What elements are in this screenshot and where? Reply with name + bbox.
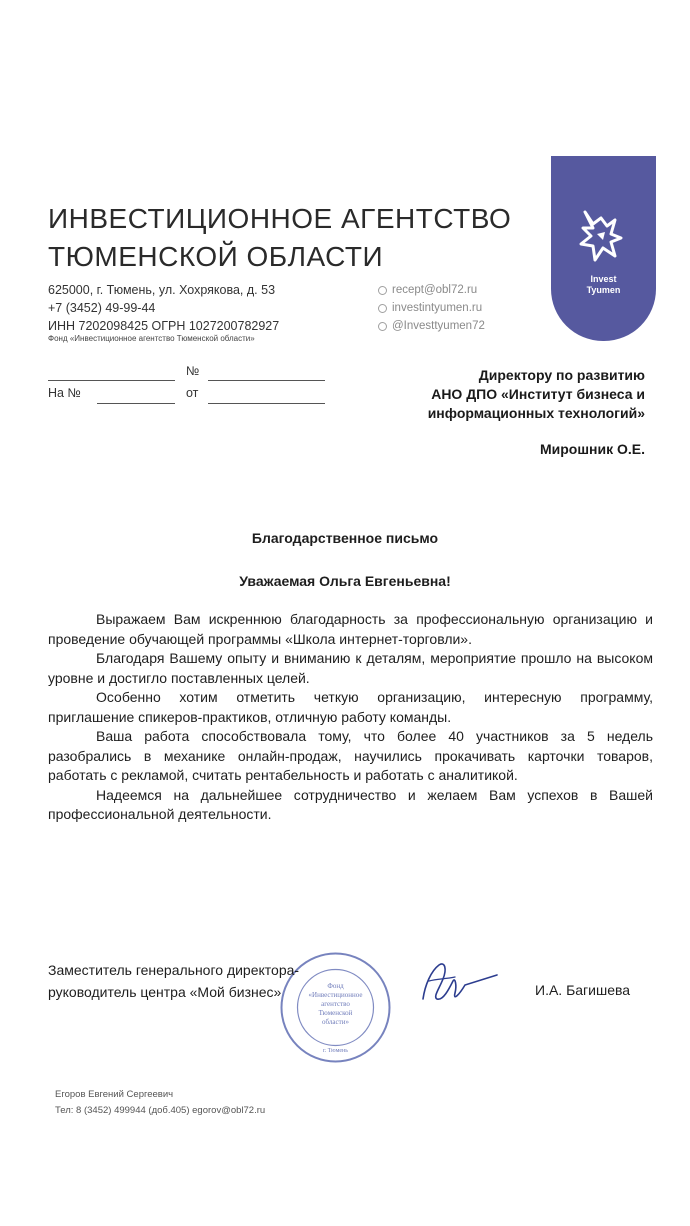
addressee-line2: АНО ДПО «Институт бизнеса и: [431, 386, 645, 402]
executor-info: [55, 1087, 265, 1119]
contact-website: [378, 299, 485, 317]
email-icon: [378, 286, 387, 295]
executor-name: Егоров Евгений Сергеевич: [55, 1089, 174, 1100]
letter-paragraph: Надеемся на дальнейшее сотрудничество и желаем Вам успехов в Вашей профессиональной деятельности.: [48, 786, 653, 822]
organization-title: [48, 200, 511, 276]
contact-website-text: investintyumen.ru: [392, 302, 483, 314]
telegram-icon: [378, 322, 387, 331]
stamp-line1: Фонд: [327, 982, 344, 990]
letter-paragraph: Благодаря Вашему опыту и вниманию к деталям, мероприятие прошло на высоком уровне и достигло поставленных целей.: [48, 650, 653, 686]
reply-to-number-label: На №: [48, 386, 81, 400]
contact-email: [378, 281, 485, 299]
letter-paragraph: Особенно хотим отметить четкую организацию, интересную программу, приглашение спикеров-практиков, отличную работу команды.: [48, 689, 653, 725]
brand-text: [551, 274, 656, 296]
letter-body: [48, 610, 653, 825]
reply-date-line: [208, 403, 325, 404]
addressee-name: Мирошник О.Е.: [539, 441, 645, 457]
addressee-line3: информационных технологий»: [427, 405, 645, 421]
contact-telegram: [378, 317, 485, 335]
addressee-line1: Директору по развитию: [478, 367, 645, 383]
org-address: 625000, г. Тюмень, ул. Хохрякова, д. 53: [48, 283, 276, 297]
org-fund-name: Фонд «Инвестиционное агентство Тюменской области»: [48, 334, 255, 343]
brand-line2: Tyumen: [586, 285, 621, 295]
outgoing-number-label: №: [186, 364, 200, 378]
org-contacts: [378, 281, 485, 335]
org-requisites: [48, 281, 279, 335]
contact-telegram-text: @Investtyumen72: [392, 320, 485, 332]
org-title-line2: ТЮМЕНСКОЙ ОБЛАСТИ: [48, 241, 384, 272]
signer-position-line2: руководитель центра «Мой бизнес»: [48, 983, 282, 1000]
reply-date-label: от: [186, 386, 199, 400]
outgoing-number-line: [208, 380, 325, 381]
org-phone: +7 (3452) 49-99-44: [48, 301, 156, 315]
letter-greeting: Уважаемая Ольга Евгеньевна!: [239, 573, 451, 589]
addressee-block: [428, 366, 645, 423]
stamp-line5: области»: [322, 1018, 349, 1026]
fox-emblem-icon: [571, 204, 636, 269]
stamp-city: г. Тюмень: [323, 1048, 348, 1054]
signer-position-line1: Заместитель генерального директора-: [48, 962, 300, 978]
outgoing-date-line: [48, 380, 175, 381]
signer-name: И.А. Багишева: [535, 982, 631, 998]
stamp-line2: «Инвестиционное: [308, 991, 363, 999]
invest-tyumen-logo: [551, 156, 656, 341]
brand-line1: Invest: [590, 274, 617, 284]
web-icon: [378, 304, 387, 313]
reply-to-number-line: [97, 403, 175, 404]
stamp-line3: агентство: [321, 1000, 350, 1008]
letter-title: Благодарственное письмо: [251, 530, 439, 546]
executor-contact: Тел: 8 (3452) 499944 (доб.405) egorov@obl72.ru: [55, 1105, 266, 1116]
letter-paragraph: Ваша работа способствовала тому, что более 40 участников за 5 недель разобрались в механике онлайн-продаж, научились прокачивать карточки товаров, работать с рекламой, считать рентабельность и работать с аналитикой.: [48, 728, 653, 783]
stamp-line4: Тюменской: [318, 1009, 353, 1017]
signer-position: [48, 960, 299, 1003]
org-inn-ogrn: ИНН 7202098425 ОГРН 1027200782927: [48, 319, 280, 333]
handwritten-signature: [415, 955, 500, 1010]
contact-email-text: recept@obl72.ru: [392, 284, 478, 296]
letter-paragraph: Выражаем Вам искреннюю благодарность за профессиональную организацию и проведение обучающей программы «Школа интернет-торговли».: [48, 611, 653, 647]
org-title-line1: ИНВЕСТИЦИОННОЕ АГЕНТСТВО: [48, 203, 512, 234]
